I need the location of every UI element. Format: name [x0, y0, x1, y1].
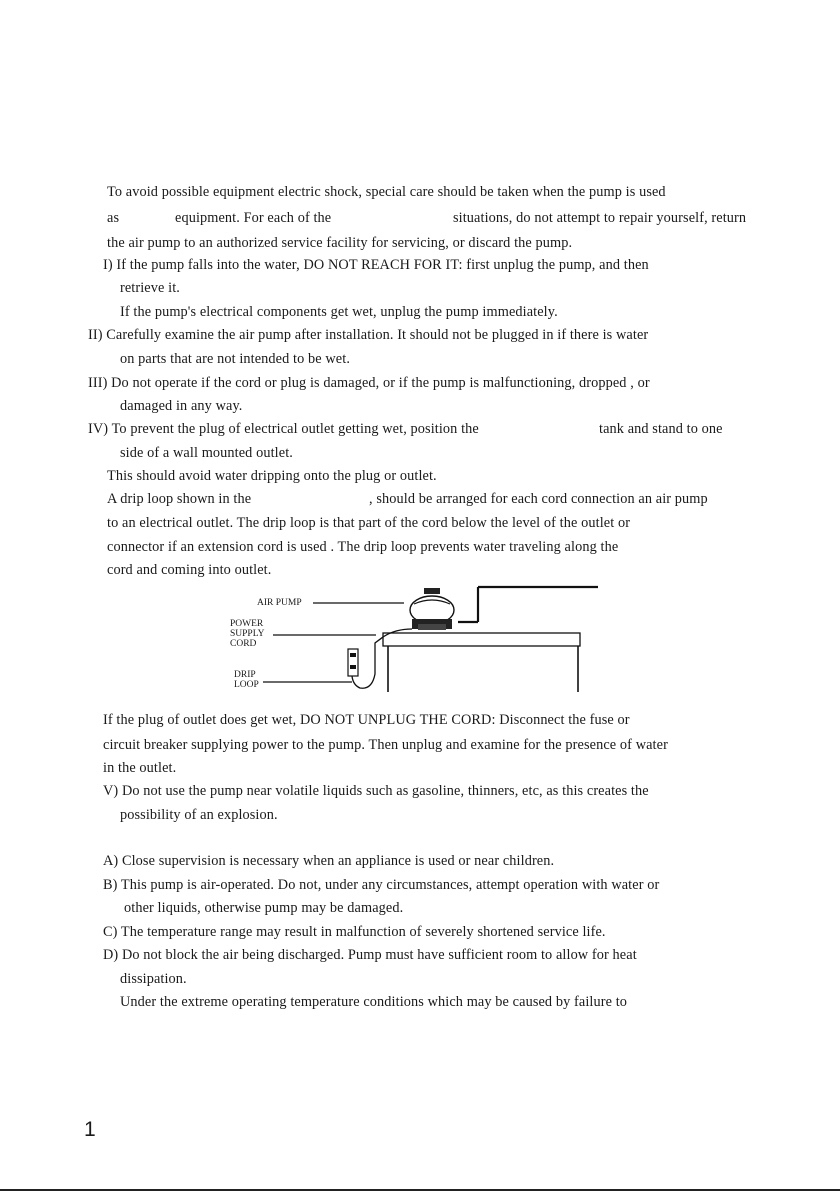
text-line-12: side of a wall mounted outlet. [120, 445, 293, 461]
text-line-24: B) This pump is air-operated. Do not, under any circumstances, attempt operation with water or [103, 877, 660, 893]
page-number: 1 [84, 1118, 96, 1141]
text-segment: tank and stand to one [599, 421, 723, 437]
stand-top [383, 633, 580, 646]
text-segment: equipment. For each of the [175, 210, 332, 226]
text-line-9: III) Do not operate if the cord or plug is damaged, or if the pump is malfunctioning, dropped , or [88, 375, 650, 391]
drip-loop-label [234, 670, 259, 690]
text-line-1: To avoid possible equipment electric shock, special care should be taken when the pump is used [107, 184, 666, 200]
text-line-21: V) Do not use the pump near volatile liquids such as gasoline, thinners, etc, as this creates the [103, 783, 649, 799]
air-pump-figure [410, 588, 454, 630]
text-line-23: A) Close supervision is necessary when an appliance is used or near children. [103, 853, 555, 869]
text-segment: situations, do not attempt to repair yourself, return [453, 210, 747, 226]
label-line: CORD [230, 639, 257, 649]
text-segment: as [107, 210, 120, 226]
text-line-28: dissipation. [120, 971, 187, 987]
power-supply-cord-label [230, 619, 264, 649]
text-line-20: in the outlet. [103, 760, 177, 776]
text-line-10: damaged in any way. [120, 398, 243, 414]
text-line-6: If the pump's electrical components get wet, unplug the pump immediately. [120, 304, 558, 320]
text-line-7: II) Carefully examine the air pump after installation. It should not be plugged in if there is water [88, 327, 649, 343]
text-line-22: possibility of an explosion. [120, 807, 278, 823]
label-line: DRIP [234, 670, 256, 680]
text-line-19: circuit breaker supplying power to the pump. Then unplug and examine for the presence of water [103, 737, 668, 753]
text-segment: , should be arranged for each cord connection an air pump [369, 491, 708, 507]
label-line: SUPPLY [230, 629, 265, 639]
text-line-15: to an electrical outlet. The drip loop is that part of the cord below the level of the outlet or [107, 515, 631, 531]
text-line-3: the air pump to an authorized service facility for servicing, or discard the pump. [107, 235, 573, 251]
text-line-5: retrieve it. [120, 280, 180, 296]
air-pump-label: AIR PUMP [257, 598, 302, 608]
text-line-29: Under the extreme operating temperature conditions which may be caused by failure to [120, 994, 628, 1010]
text-line-26: C) The temperature range may result in malfunction of severely shortened service life. [103, 924, 606, 940]
text-line-27: D) Do not block the air being discharged. Pump must have sufficient room to allow for heat [103, 947, 637, 963]
text-line-18: If the plug of outlet does get wet, DO NOT UNPLUG THE CORD: Disconnect the fuse or [103, 712, 630, 728]
text-line-8: on parts that are not intended to be wet. [120, 351, 351, 367]
text-segment: A drip loop shown in the [107, 491, 252, 507]
text-line-13: This should avoid water dripping onto the plug or outlet. [107, 468, 437, 484]
page-bottom-rule [0, 1189, 840, 1191]
text-line-4: I) If the pump falls into the water, DO NOT REACH FOR IT: first unplug the pump, and then [103, 257, 649, 273]
label-line: POWER [230, 619, 264, 629]
text-line-25: other liquids, otherwise pump may be damaged. [124, 900, 404, 916]
text-line-17: cord and coming into outlet. [107, 562, 272, 578]
text-line-16: connector if an extension cord is used . The drip loop prevents water traveling along the [107, 539, 619, 555]
text-segment: IV) To prevent the plug of electrical outlet getting wet, position the [88, 421, 479, 437]
power-cord [352, 629, 412, 688]
label-line: LOOP [234, 680, 259, 690]
